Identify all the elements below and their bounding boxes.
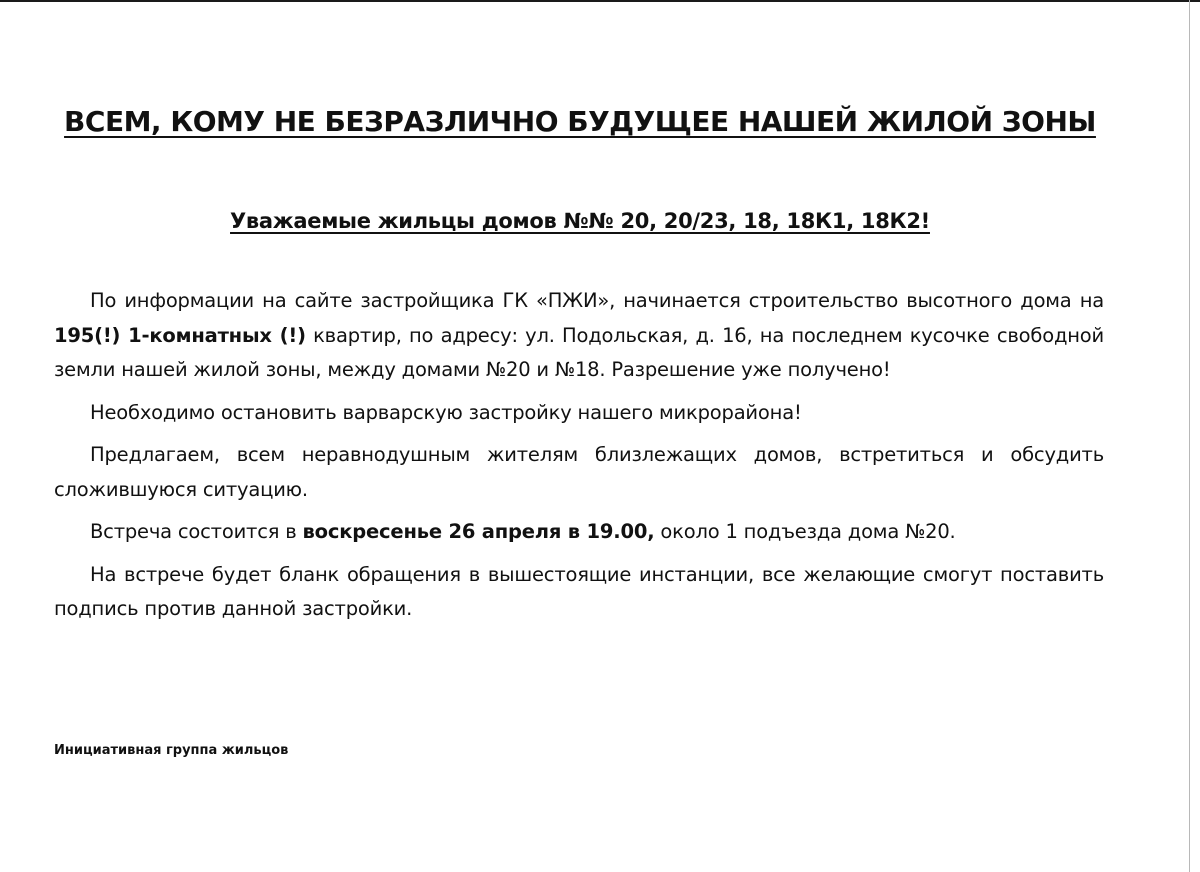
paragraph-proposal: Предлагаем, всем неравнодушным жителям близлежащих домов, встретиться и обсудить сложившуюся ситуацию.: [54, 443, 1104, 501]
emphasis-text: 195(!) 1-комнатных (!): [54, 323, 306, 347]
paragraph-call-to-stop: Необходимо остановить варварскую застройку нашего микрорайона!: [90, 400, 802, 424]
paragraph-text: По информации на сайте застройщика ГК «ПЖИ», начинается строительство высотного дома на: [90, 289, 1104, 312]
paragraph-meeting-time: [54, 515, 1104, 550]
document-title: [0, 104, 1160, 138]
paragraph-text: около 1 подъезда дома №20.: [654, 520, 956, 543]
document-subtitle: Уважаемые жильцы домов №№ 20, 20/23, 18, 18К1, 18К2!: [230, 209, 930, 233]
paragraph-construction-info: [54, 284, 1104, 388]
paragraph-text: квартир, по адресу: ул. Подольская, д. 16, на последнем кусочке свободной земли нашей жилой зоны, между домами №20 и №18. Разрешение уже получено!: [54, 323, 1104, 381]
document-body: [54, 284, 1104, 635]
signature: Инициативная группа жильцов: [54, 743, 289, 758]
document-title-text: ВСЕМ, КОМУ НЕ БЕЗРАЗЛИЧНО БУДУЩЕЕ НАШЕЙ ЖИЛОЙ ЗОНЫ: [64, 105, 1096, 138]
paragraph-petition: На встрече будет бланк обращения в вышестоящие инстанции, все желающие смогут поставить подпись против данной застройки.: [54, 562, 1104, 620]
emphasis-text: воскресенье 26 апреля в 19.00,: [302, 520, 655, 543]
paragraph-text: Встреча состоится в: [90, 520, 303, 543]
